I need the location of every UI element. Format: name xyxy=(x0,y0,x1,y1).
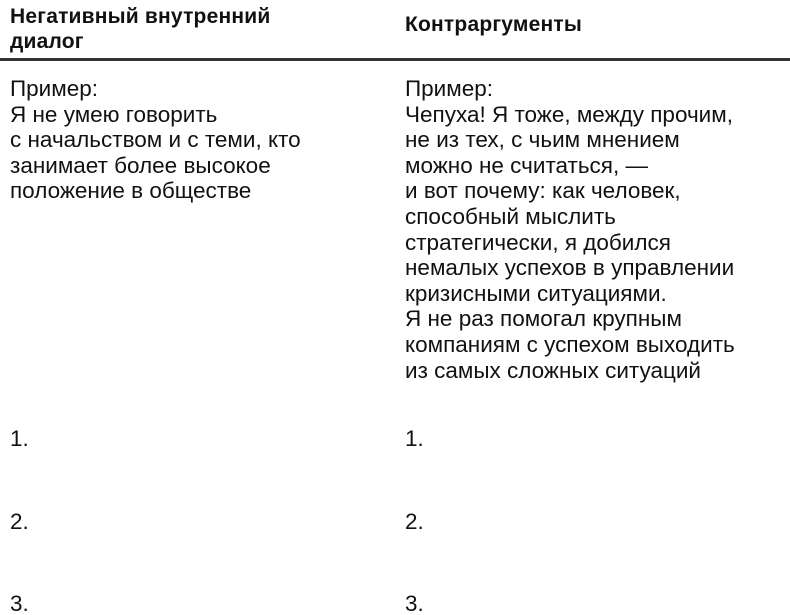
row-number-left-3: 3. xyxy=(10,591,29,615)
example-label: Пример: xyxy=(405,76,494,101)
text-line: из самых сложных ситуаций xyxy=(405,357,701,383)
text-line: немалых успехов в управлении xyxy=(405,255,735,281)
text-line: можно не считаться, — xyxy=(405,152,648,178)
row-number-right-3: 3. xyxy=(405,591,424,615)
text-line: Я не умею говорить xyxy=(10,101,218,127)
text-line: компаниям с успехом выходить xyxy=(405,331,735,357)
row-number-left-1: 1. xyxy=(10,426,29,451)
text-line: с начальством и с теми, кто xyxy=(10,127,301,153)
text-line: и вот почему: как человек, xyxy=(405,178,681,204)
text-line: стратегически, я добился xyxy=(405,229,671,255)
row-number-right-2: 2. xyxy=(405,509,424,534)
header-negative-dialog xyxy=(10,4,270,54)
header-divider xyxy=(0,58,790,61)
header-counterarguments: Контраргументы xyxy=(405,13,583,36)
text-line: Чепуха! Я тоже, между прочим, xyxy=(405,101,733,127)
row-number-right-1: 1. xyxy=(405,426,424,451)
header-line: диалог xyxy=(10,30,84,53)
text-line: положение в обществе xyxy=(10,178,252,204)
example-label: Пример: xyxy=(10,76,99,101)
text-line: занимает более высокое xyxy=(10,152,271,178)
text-line: Я не раз помогал крупным xyxy=(405,306,682,332)
example-counterargument xyxy=(405,76,735,383)
text-line: способный мыслить xyxy=(405,203,616,229)
row-number-left-2: 2. xyxy=(10,509,29,534)
text-line: не из тех, с чьим мнением xyxy=(405,127,680,153)
example-negative xyxy=(10,76,301,204)
header-line: Негативный внутренний xyxy=(10,5,271,28)
text-line: кризисными ситуациями. xyxy=(405,280,667,306)
